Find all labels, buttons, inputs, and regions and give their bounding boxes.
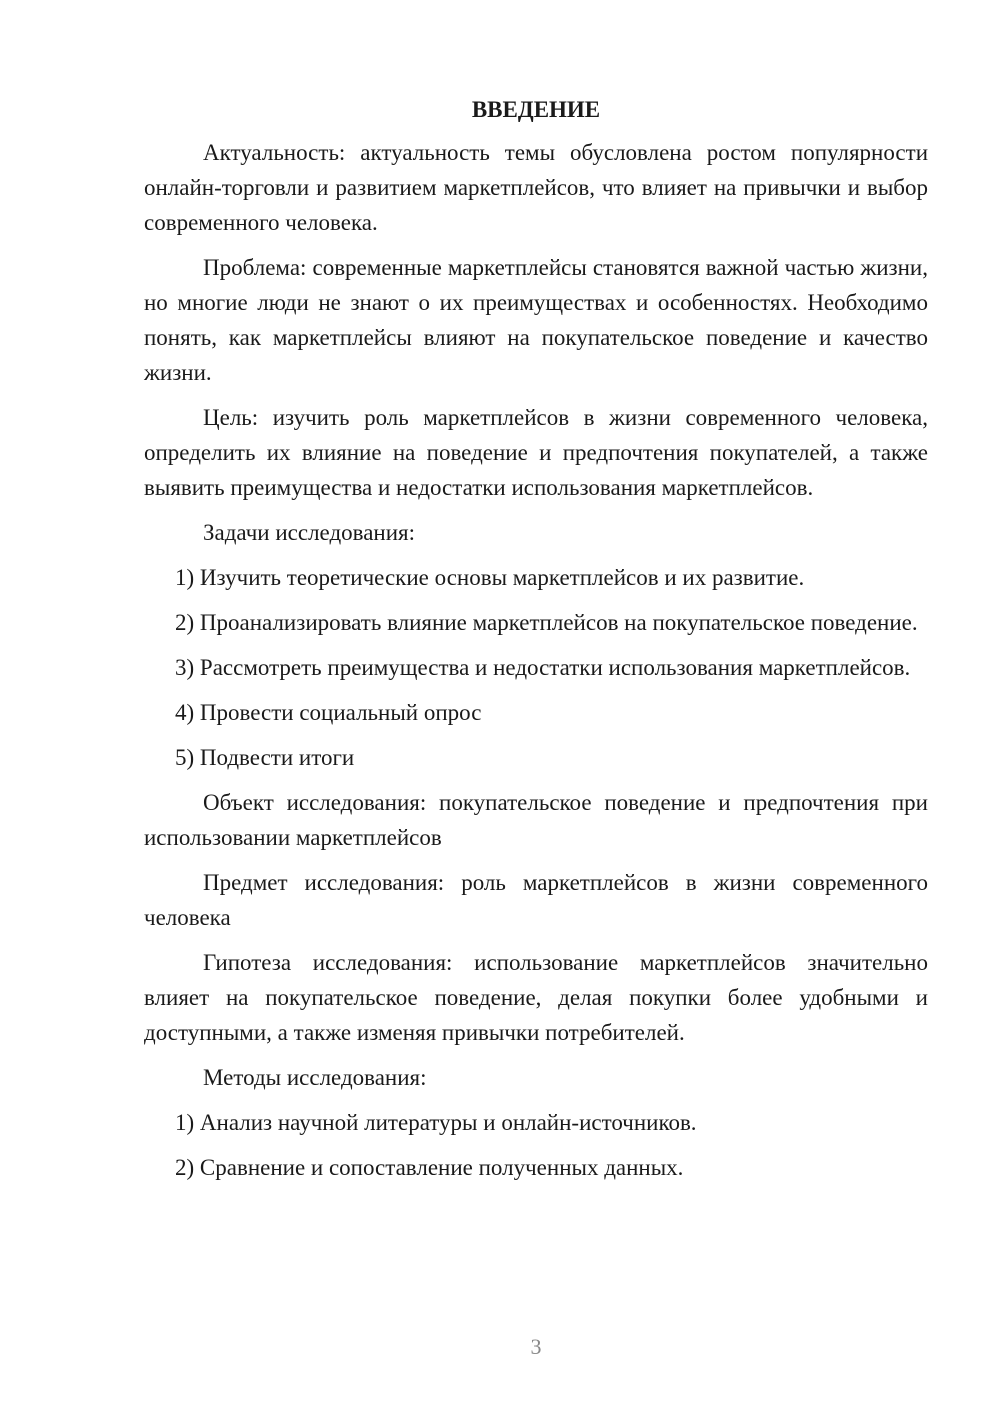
methods-heading: Методы исследования: (203, 1065, 427, 1090)
hypothesis-paragraph: Гипотеза исследования: использование маркетплейсов значительно влияет на покупательское поведение, делая покупки более удобными и доступными, а также изменяя привычки потребителей. (144, 950, 928, 1045)
method-item: 2) Сравнение и сопоставление полученных данных. (175, 1155, 684, 1180)
task-item: 5) Подвести итоги (175, 745, 355, 770)
object-paragraph: Объект исследования: покупательское поведение и предпочтения при использовании маркетплейсов (144, 790, 928, 850)
method-item: 1) Анализ научной литературы и онлайн-источников. (175, 1110, 697, 1135)
task-item: 1) Изучить теоретические основы маркетплейсов и их развитие. (175, 565, 805, 590)
tasks-heading: Задачи исследования: (203, 520, 416, 545)
goal-paragraph: Цель: изучить роль маркетплейсов в жизни современного человека, определить их влияние на поведение и предпочтения покупателей, а также выявить преимущества и недостатки использования маркетплейсов. (144, 405, 928, 500)
page-title: ВВЕДЕНИЕ (471, 97, 601, 122)
page-number: 3 (530, 1334, 542, 1359)
task-item: 3) Рассмотреть преимущества и недостатки использования маркетплейсов. (175, 655, 911, 680)
task-item: 2) Проанализировать влияние маркетплейсов на покупательское поведение. (175, 610, 918, 635)
task-item: 4) Провести социальный опрос (175, 700, 482, 725)
problem-paragraph: Проблема: современные маркетплейсы становятся важной частью жизни, но многие люди не знают о их преимуществах и особенностях. Необходимо понять, как маркетплейсы влияют на покупательское поведение и качество жизни. (144, 255, 928, 385)
relevance-paragraph: Актуальность: актуальность темы обусловлена ростом популярности онлайн-торговли и развитием маркетплейсов, что влияет на привычки и выбор современного человека. (144, 140, 928, 235)
subject-paragraph: Предмет исследования: роль маркетплейсов в жизни современного человека (144, 870, 928, 930)
document-body (144, 92, 928, 1195)
